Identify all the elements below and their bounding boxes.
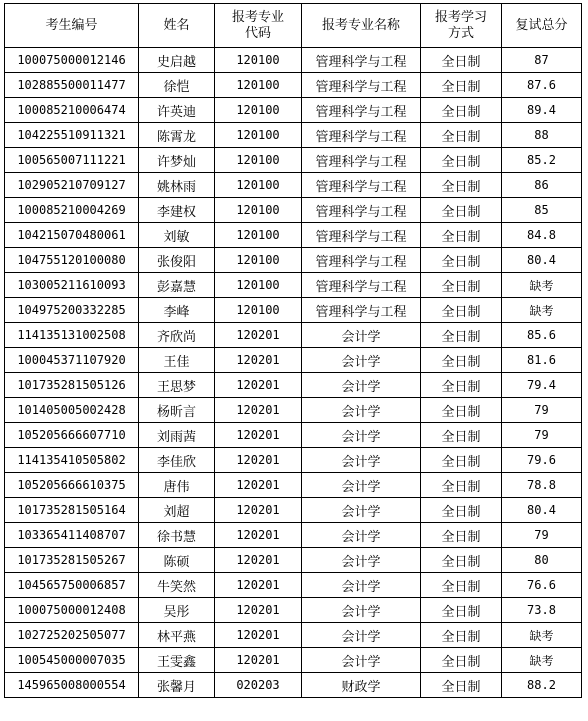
cell-major-name: 会计学 [302, 548, 421, 573]
header-total-score: 复试总分 [502, 4, 582, 48]
cell-total-score: 73.8 [502, 598, 582, 623]
cell-name: 刘超 [139, 498, 215, 523]
cell-total-score: 79 [502, 423, 582, 448]
cell-name: 徐书慧 [139, 523, 215, 548]
cell-total-score: 缺考 [502, 273, 582, 298]
cell-study-mode: 全日制 [421, 123, 502, 148]
cell-major-code: 120201 [215, 598, 302, 623]
cell-major-code: 120100 [215, 223, 302, 248]
cell-major-name: 会计学 [302, 398, 421, 423]
cell-candidate-id: 100085210006474 [5, 98, 139, 123]
table-row [5, 298, 582, 323]
header-name: 姓名 [139, 4, 215, 48]
cell-study-mode: 全日制 [421, 98, 502, 123]
cell-total-score: 84.8 [502, 223, 582, 248]
cell-study-mode: 全日制 [421, 398, 502, 423]
cell-candidate-id: 104225510911321 [5, 123, 139, 148]
cell-major-code: 120100 [215, 73, 302, 98]
cell-candidate-id: 104565750006857 [5, 573, 139, 598]
cell-candidate-id: 103365411408707 [5, 523, 139, 548]
cell-candidate-id: 100545000007035 [5, 648, 139, 673]
cell-study-mode: 全日制 [421, 198, 502, 223]
cell-total-score: 85 [502, 198, 582, 223]
cell-name: 李建权 [139, 198, 215, 223]
table-row [5, 523, 582, 548]
cell-study-mode: 全日制 [421, 73, 502, 98]
table-row [5, 273, 582, 298]
cell-major-name: 管理科学与工程 [302, 98, 421, 123]
cell-major-code: 120201 [215, 498, 302, 523]
header-major-code-line1: 报考专业 [231, 9, 284, 25]
cell-candidate-id: 104755120100080 [5, 248, 139, 273]
table-row [5, 573, 582, 598]
table-row [5, 498, 582, 523]
cell-name: 林平燕 [139, 623, 215, 648]
cell-major-name: 管理科学与工程 [302, 298, 421, 323]
cell-total-score: 79 [502, 398, 582, 423]
cell-study-mode: 全日制 [421, 323, 502, 348]
cell-major-name: 会计学 [302, 373, 421, 398]
cell-name: 陈霄龙 [139, 123, 215, 148]
cell-name: 王思梦 [139, 373, 215, 398]
cell-total-score: 76.6 [502, 573, 582, 598]
cell-major-name: 会计学 [302, 423, 421, 448]
cell-study-mode: 全日制 [421, 423, 502, 448]
table-row [5, 623, 582, 648]
cell-name: 刘雨茜 [139, 423, 215, 448]
cell-total-score: 78.8 [502, 473, 582, 498]
table-row [5, 648, 582, 673]
cell-major-name: 管理科学与工程 [302, 223, 421, 248]
cell-candidate-id: 102725202505077 [5, 623, 139, 648]
table-row [5, 448, 582, 473]
cell-major-name: 会计学 [302, 523, 421, 548]
cell-candidate-id: 101735281505126 [5, 373, 139, 398]
cell-major-code: 120100 [215, 48, 302, 73]
cell-major-name: 会计学 [302, 323, 421, 348]
cell-major-code: 120100 [215, 198, 302, 223]
cell-major-code: 120100 [215, 173, 302, 198]
cell-candidate-id: 145965008000554 [5, 673, 139, 698]
table-row [5, 423, 582, 448]
cell-major-name: 会计学 [302, 473, 421, 498]
cell-study-mode: 全日制 [421, 273, 502, 298]
cell-name: 杨昕言 [139, 398, 215, 423]
cell-major-code: 120201 [215, 523, 302, 548]
cell-major-name: 财政学 [302, 673, 421, 698]
cell-total-score: 85.6 [502, 323, 582, 348]
cell-major-code: 120201 [215, 323, 302, 348]
cell-candidate-id: 100075000012146 [5, 48, 139, 73]
cell-study-mode: 全日制 [421, 673, 502, 698]
table-row [5, 198, 582, 223]
cell-study-mode: 全日制 [421, 298, 502, 323]
cell-total-score: 79.4 [502, 373, 582, 398]
cell-name: 彭嘉慧 [139, 273, 215, 298]
cell-name: 徐恺 [139, 73, 215, 98]
cell-major-name: 管理科学与工程 [302, 48, 421, 73]
cell-major-code: 020203 [215, 673, 302, 698]
cell-total-score: 缺考 [502, 298, 582, 323]
cell-major-name: 管理科学与工程 [302, 198, 421, 223]
cell-candidate-id: 103005211610093 [5, 273, 139, 298]
cell-major-code: 120100 [215, 148, 302, 173]
cell-major-code: 120201 [215, 348, 302, 373]
table-row [5, 148, 582, 173]
table-row [5, 223, 582, 248]
cell-major-name: 会计学 [302, 623, 421, 648]
cell-candidate-id: 114135410505802 [5, 448, 139, 473]
cell-total-score: 85.2 [502, 148, 582, 173]
cell-name: 刘敏 [139, 223, 215, 248]
cell-major-code: 120201 [215, 648, 302, 673]
cell-candidate-id: 100085210004269 [5, 198, 139, 223]
cell-name: 王雯鑫 [139, 648, 215, 673]
header-study-mode-line2: 方式 [447, 25, 474, 41]
cell-study-mode: 全日制 [421, 248, 502, 273]
cell-major-code: 120201 [215, 398, 302, 423]
cell-total-score: 88 [502, 123, 582, 148]
cell-name: 许梦灿 [139, 148, 215, 173]
cell-total-score: 79 [502, 523, 582, 548]
cell-study-mode: 全日制 [421, 223, 502, 248]
header-major-code-line2: 代码 [244, 25, 271, 41]
cell-major-name: 管理科学与工程 [302, 248, 421, 273]
cell-candidate-id: 101735281505267 [5, 548, 139, 573]
cell-total-score: 79.6 [502, 448, 582, 473]
cell-major-code: 120100 [215, 298, 302, 323]
cell-major-code: 120201 [215, 448, 302, 473]
header-study-mode [421, 4, 502, 48]
cell-study-mode: 全日制 [421, 623, 502, 648]
cell-total-score: 87.6 [502, 73, 582, 98]
cell-major-name: 会计学 [302, 573, 421, 598]
cell-total-score: 80.4 [502, 248, 582, 273]
cell-total-score: 缺考 [502, 648, 582, 673]
cell-total-score: 81.6 [502, 348, 582, 373]
cell-major-name: 管理科学与工程 [302, 173, 421, 198]
cell-total-score: 88.2 [502, 673, 582, 698]
cell-candidate-id: 102905210709127 [5, 173, 139, 198]
cell-major-code: 120100 [215, 273, 302, 298]
table-row [5, 548, 582, 573]
header-major-code [215, 4, 302, 48]
cell-name: 许英迪 [139, 98, 215, 123]
header-row [5, 4, 582, 48]
cell-candidate-id: 104215070480061 [5, 223, 139, 248]
cell-candidate-id: 100565007111221 [5, 148, 139, 173]
cell-study-mode: 全日制 [421, 523, 502, 548]
cell-total-score: 86 [502, 173, 582, 198]
cell-major-code: 120201 [215, 573, 302, 598]
cell-major-code: 120100 [215, 98, 302, 123]
cell-major-code: 120100 [215, 123, 302, 148]
cell-study-mode: 全日制 [421, 173, 502, 198]
cell-name: 史启越 [139, 48, 215, 73]
cell-study-mode: 全日制 [421, 448, 502, 473]
header-study-mode-line1: 报考学习 [434, 9, 487, 25]
table-row [5, 123, 582, 148]
cell-major-name: 管理科学与工程 [302, 123, 421, 148]
cell-name: 姚林雨 [139, 173, 215, 198]
header-major-name: 报考专业名称 [302, 4, 421, 48]
cell-name: 唐伟 [139, 473, 215, 498]
table-row [5, 48, 582, 73]
cell-major-name: 管理科学与工程 [302, 273, 421, 298]
cell-name: 李佳欣 [139, 448, 215, 473]
table-row [5, 73, 582, 98]
cell-major-code: 120201 [215, 548, 302, 573]
cell-candidate-id: 100045371107920 [5, 348, 139, 373]
cell-name: 张俊阳 [139, 248, 215, 273]
cell-total-score: 87 [502, 48, 582, 73]
table-row [5, 98, 582, 123]
table-body [5, 48, 582, 698]
cell-candidate-id: 114135131002508 [5, 323, 139, 348]
table-row [5, 398, 582, 423]
cell-study-mode: 全日制 [421, 148, 502, 173]
cell-total-score: 89.4 [502, 98, 582, 123]
cell-major-name: 会计学 [302, 648, 421, 673]
cell-name: 陈硕 [139, 548, 215, 573]
cell-name: 吴彤 [139, 598, 215, 623]
cell-candidate-id: 104975200332285 [5, 298, 139, 323]
cell-candidate-id: 101735281505164 [5, 498, 139, 523]
table-row [5, 348, 582, 373]
cell-name: 王佳 [139, 348, 215, 373]
cell-major-name: 管理科学与工程 [302, 148, 421, 173]
table-row [5, 598, 582, 623]
cell-major-code: 120201 [215, 423, 302, 448]
cell-total-score: 缺考 [502, 623, 582, 648]
cell-candidate-id: 100075000012408 [5, 598, 139, 623]
exam-results-table [4, 3, 582, 698]
cell-study-mode: 全日制 [421, 348, 502, 373]
cell-major-name: 会计学 [302, 598, 421, 623]
cell-candidate-id: 105205666607710 [5, 423, 139, 448]
cell-study-mode: 全日制 [421, 48, 502, 73]
cell-name: 李峰 [139, 298, 215, 323]
cell-candidate-id: 105205666610375 [5, 473, 139, 498]
table-header [5, 4, 582, 48]
cell-candidate-id: 102885500011477 [5, 73, 139, 98]
cell-major-name: 会计学 [302, 448, 421, 473]
cell-study-mode: 全日制 [421, 598, 502, 623]
cell-major-code: 120100 [215, 248, 302, 273]
cell-study-mode: 全日制 [421, 473, 502, 498]
table-row [5, 248, 582, 273]
table-row [5, 323, 582, 348]
cell-major-name: 管理科学与工程 [302, 73, 421, 98]
cell-candidate-id: 101405005002428 [5, 398, 139, 423]
cell-major-code: 120201 [215, 373, 302, 398]
table-row [5, 673, 582, 698]
table-row [5, 373, 582, 398]
cell-study-mode: 全日制 [421, 498, 502, 523]
cell-study-mode: 全日制 [421, 648, 502, 673]
cell-major-code: 120201 [215, 623, 302, 648]
table-row [5, 173, 582, 198]
cell-name: 齐欣尚 [139, 323, 215, 348]
cell-major-code: 120201 [215, 473, 302, 498]
header-candidate-id: 考生编号 [5, 4, 139, 48]
cell-major-name: 会计学 [302, 498, 421, 523]
cell-major-name: 会计学 [302, 348, 421, 373]
table-row [5, 473, 582, 498]
cell-name: 张馨月 [139, 673, 215, 698]
cell-name: 牛笑然 [139, 573, 215, 598]
cell-study-mode: 全日制 [421, 573, 502, 598]
cell-study-mode: 全日制 [421, 548, 502, 573]
cell-total-score: 80 [502, 548, 582, 573]
cell-total-score: 80.4 [502, 498, 582, 523]
cell-study-mode: 全日制 [421, 373, 502, 398]
